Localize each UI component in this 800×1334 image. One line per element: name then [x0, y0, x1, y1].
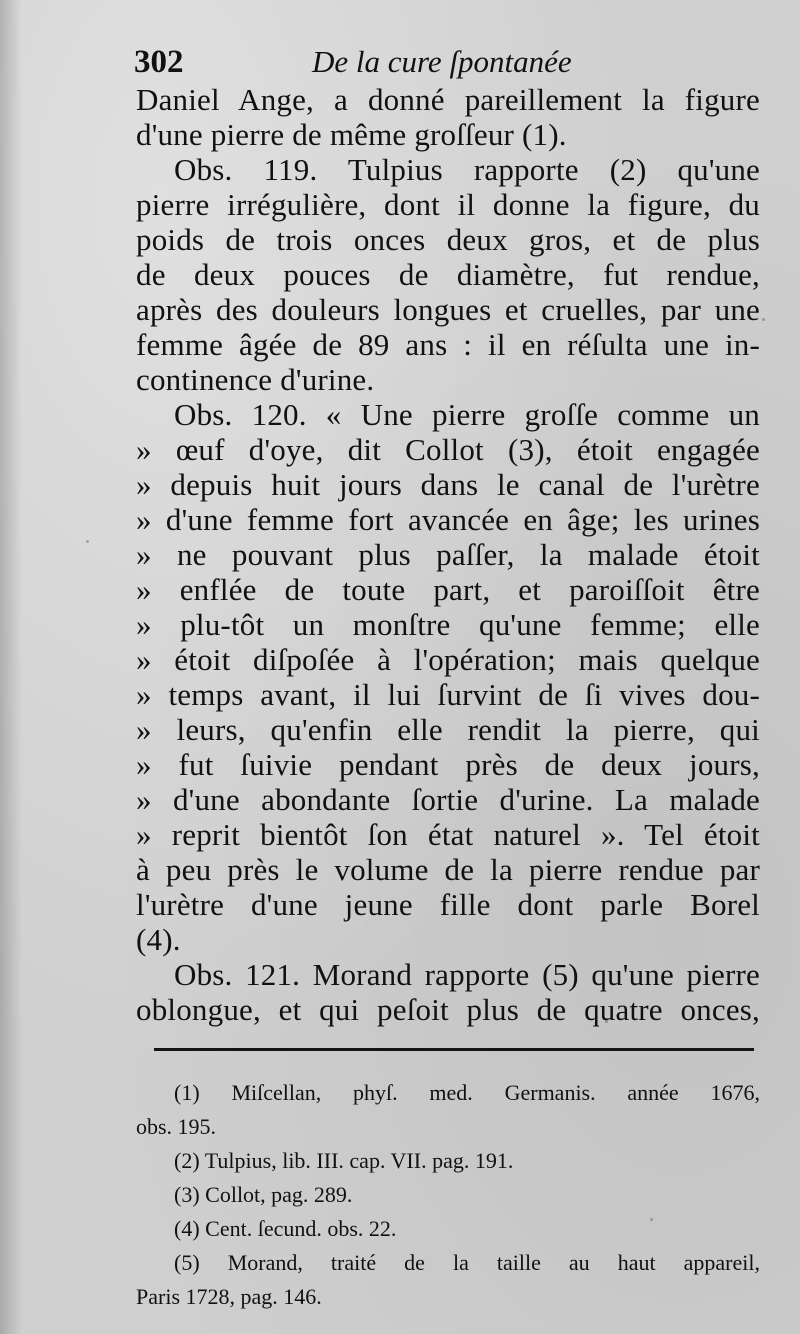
binding-shadow [0, 0, 22, 1334]
text-line: » fut ſuivie pendant près de deux jours, [136, 747, 760, 782]
text-line: » d'une abondante ſortie d'urine. La malade [136, 782, 760, 817]
text-line: » leurs, qu'enfin elle rendit la pierre, qui [136, 712, 760, 747]
main-text [136, 82, 760, 1027]
footnote-line: Paris 1728, pag. 146. [136, 1284, 322, 1309]
footnote-line: (5) Morand, traité de la taille au haut appareil, [174, 1250, 760, 1275]
text-line: » reprit bientôt ſon état naturel ». Tel étoit [136, 817, 760, 852]
text-line: l'urètre d'une jeune fille dont parle Borel [136, 887, 760, 922]
text-line: Obs. 119. Tulpius rapporte (2) qu'une [174, 152, 760, 187]
text-line: Obs. 120. « Une pierre groſſe comme un [174, 397, 760, 432]
text-line: » temps avant, il lui ſurvint de ſi vives dou- [136, 677, 760, 712]
running-title: De la cure ſpontanée [312, 44, 572, 79]
text-line: après des douleurs longues et cruelles, par une [136, 292, 760, 327]
text-line: » ne pouvant plus paſſer, la malade étoit [136, 537, 760, 572]
text-line: » plu-tôt un monſtre qu'une femme; elle [136, 607, 760, 642]
footnotes [136, 1076, 760, 1314]
text-line: » d'une femme fort avancée en âge; les urines [136, 502, 760, 537]
text-line: (4). [136, 922, 181, 957]
paper-speck [86, 540, 89, 543]
footnote-line: (2) Tulpius, lib. III. cap. VII. pag. 191. [174, 1148, 514, 1173]
text-line: oblongue, et qui peſoit plus de quatre onces, [136, 992, 760, 1027]
page-number: 302 [134, 44, 184, 80]
text-line: Daniel Ange, a donné pareillement la figure [136, 82, 760, 117]
text-line: » enflée de toute part, et paroiſſoit être [136, 572, 760, 607]
footnote-divider [154, 1048, 754, 1051]
text-line: Obs. 121. Morand rapporte (5) qu'une pierre [174, 957, 760, 992]
paper-speck [605, 1020, 608, 1023]
paper-speck [650, 1218, 653, 1221]
text-line: de deux pouces de diamètre, fut rendue, [136, 257, 760, 292]
footnote-line: (3) Collot, pag. 289. [174, 1182, 353, 1207]
text-line: à peu près le volume de la pierre rendue par [136, 852, 760, 887]
footnote-line: obs. 195. [136, 1114, 217, 1139]
text-line: poids de trois onces deux gros, et de plus [136, 222, 760, 257]
text-line: » œuf d'oye, dit Collot (3), étoit engagée [136, 432, 760, 467]
text-line: » étoit diſpoſée à l'opération; mais quelque [136, 642, 760, 677]
text-line: femme âgée de 89 ans : il en réſulta une in- [136, 327, 760, 362]
paper-speck [300, 1300, 303, 1303]
text-line: continence d'urine. [136, 362, 375, 397]
footnote-line: (4) Cent. ſecund. obs. 22. [174, 1216, 397, 1241]
footnote-line: (1) Miſcellan, phyſ. med. Germanis. année 1676, [174, 1080, 760, 1105]
text-line: pierre irrégulière, dont il donne la figure, du [136, 187, 760, 222]
text-line: d'une pierre de même groſſeur (1). [136, 117, 567, 152]
paper-speck [762, 318, 765, 321]
text-line: » depuis huit jours dans le canal de l'urètre [136, 467, 760, 502]
